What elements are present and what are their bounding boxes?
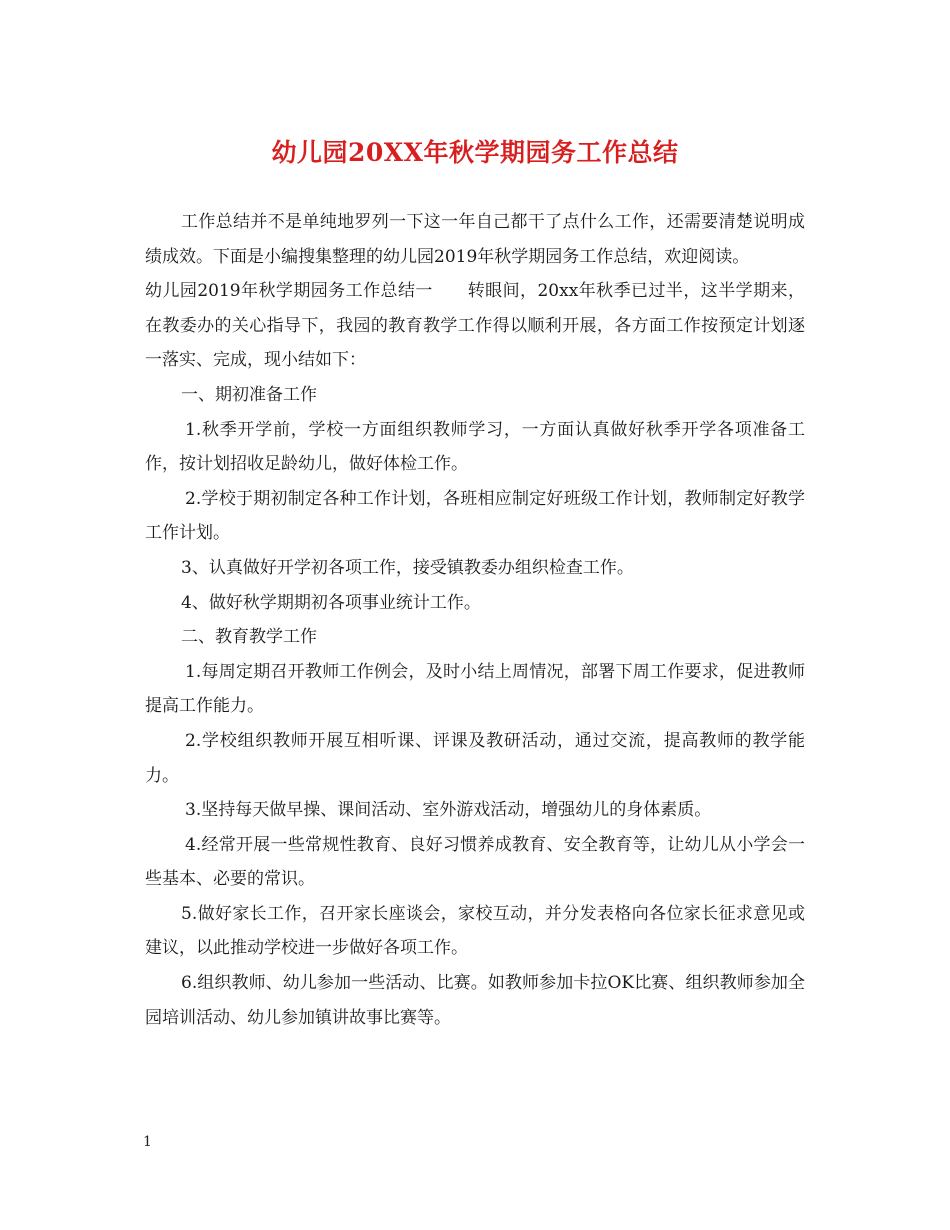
document-body: [145, 205, 805, 1035]
list-item: 1.每周定期召开教师工作例会，及时小结上周情况，部署下周工作要求，促进教师提高工作能力。: [145, 661, 805, 717]
list-item: 3、认真做好开学初各项工作，接受镇教委办组织检查工作。: [181, 557, 634, 578]
document-title: 幼儿园20XX年秋学期园务工作总结: [271, 138, 679, 167]
page-number: 1: [143, 1134, 152, 1150]
section-heading-teaching: 二、教育教学工作: [181, 627, 317, 648]
list-item: 4、做好秋学期期初各项事业统计工作。: [181, 592, 481, 613]
intro-paragraph: 工作总结并不是单纯地罗列一下这一年自己都干了点什么工作，还需要清楚说明成绩成效。下面是小编搜集整理的幼儿园2019年秋学期园务工作总结，欢迎阅读。: [145, 212, 805, 267]
list-item: 1.秋季开学前，学校一方面组织教师学习，一方面认真做好秋季开学各项准备工作，按计划招收足龄幼儿，做好体检工作。: [145, 419, 805, 475]
list-item: 2.学校于期初制定各种工作计划，各班相应制定好班级工作计划，教师制定好教学工作计划。: [145, 488, 805, 544]
section-heading-preparation: 一、期初准备工作: [181, 384, 317, 405]
list-item: 3.坚持每天做早操、课间活动、室外游戏活动，增强幼儿的身体素质。: [185, 800, 712, 821]
list-item: 6.组织教师、幼儿参加一些活动、比赛。如教师参加卡拉OK比赛、组织教师参加全园培训活动、幼儿参加镇讲故事比赛等。: [145, 973, 805, 1028]
list-item: 4.经常开展一些常规性教育、良好习惯养成教育、安全教育等，让幼儿从小学会一些基本、必要的常识。: [145, 834, 805, 890]
list-item: 5.做好家长工作，召开家长座谈会，家校互动，并分发表格向各位家长征求意见或建议，以此推动学校进一步做好各项工作。: [145, 903, 805, 959]
summary-opening-paragraph: 幼儿园2019年秋学期园务工作总结一 转眼间，20xx年秋季已过半，这半学期来，在教委办的关心指导下，我园的教育教学工作得以顺利开展，各方面工作按预定计划逐一落实、完成，现小结如下：: [145, 281, 805, 371]
list-item: 2.学校组织教师开展互相听课、评课及教研活动，通过交流，提高教师的教学能力。: [145, 730, 805, 786]
